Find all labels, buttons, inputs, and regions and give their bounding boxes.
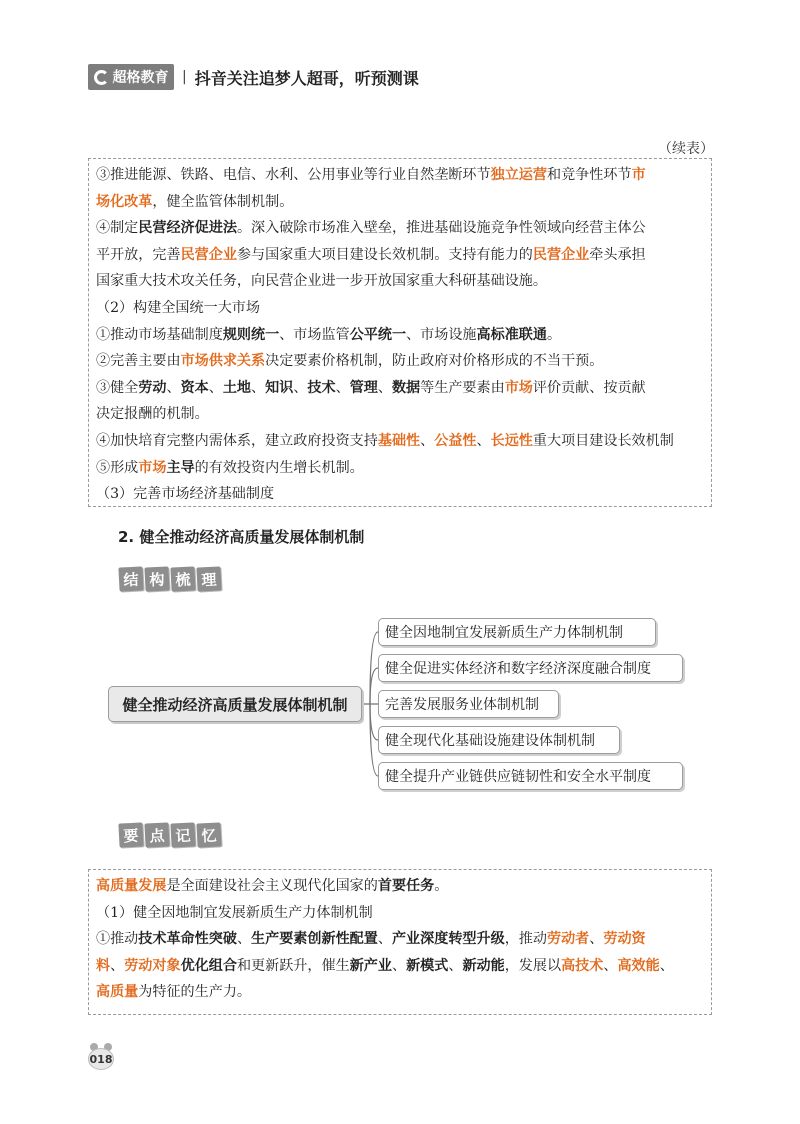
text-segment: 、 xyxy=(589,931,604,948)
brand-logo-icon xyxy=(94,70,109,85)
header-separator: | xyxy=(182,69,187,85)
page-header xyxy=(88,63,419,91)
text-segment: 决定要素价格机制，防止政府对价格形成的不当干预。 xyxy=(265,353,604,370)
bold-term: 土地 xyxy=(222,379,252,396)
text-line xyxy=(96,455,705,482)
section-title: 2. 健全推动经济高质量发展体制机制 xyxy=(118,528,365,546)
text-segment: 。 xyxy=(547,326,562,343)
continued-table-label: （续表） xyxy=(658,141,714,157)
text-line xyxy=(96,953,705,980)
mind-map-child: 健全促进实体经济和数字经济深度融合制度 xyxy=(378,654,683,682)
text-segment: 评价贡献、按贡献 xyxy=(532,379,646,396)
bold-term: 新产业 xyxy=(349,957,392,974)
text-segment: 。 xyxy=(434,878,449,894)
bold-term: 资本 xyxy=(180,379,209,396)
text-segment: ①推动 xyxy=(96,931,139,948)
tag-char: 结 xyxy=(118,566,143,591)
text-segment: ，推动 xyxy=(504,931,547,948)
text-line xyxy=(96,189,705,216)
text-segment: 决定报酬的机制。 xyxy=(96,406,209,423)
text-segment: （1）健全因地制宜发展新质生产力体制机制 xyxy=(96,904,373,921)
highlight-term: 高效能 xyxy=(617,957,660,974)
highlight-term: 劳动者 xyxy=(547,931,590,948)
text-segment: 牵头承担 xyxy=(589,246,646,263)
text-line xyxy=(96,268,705,295)
text-line xyxy=(96,295,705,322)
highlight-term: 料 xyxy=(96,957,111,974)
highlight-term: 场化改革 xyxy=(96,193,153,210)
text-segment: 、 xyxy=(208,379,223,396)
mind-map-child: 健全因地制宜发展新质生产力体制机制 xyxy=(378,618,656,646)
text-line xyxy=(96,348,705,375)
highlight-term: 高质量 xyxy=(96,984,139,1001)
highlight-term: 市 xyxy=(631,167,646,183)
text-segment: 、 xyxy=(391,957,407,974)
highlight-term: 高技术 xyxy=(561,957,604,974)
text-segment: 参与国家重大项目建设长效机制。支持有能力的 xyxy=(236,246,533,263)
highlight-term: 市场 xyxy=(504,379,533,396)
text-segment: ，发展以 xyxy=(504,957,562,974)
text-segment: 、市场设施 xyxy=(406,326,477,343)
text-segment: 重大项目建设长效机制 xyxy=(532,432,674,449)
text-segment: 、 xyxy=(293,379,308,396)
text-segment: 为特征的生产力。 xyxy=(138,984,252,1001)
text-segment: 、 xyxy=(110,957,125,974)
text-line xyxy=(96,215,705,242)
highlight-term: 独立运营 xyxy=(490,167,547,183)
text-segment: 、 xyxy=(603,957,618,974)
connector-line xyxy=(370,668,378,704)
text-segment: 、 xyxy=(420,432,435,449)
continued-table-box xyxy=(88,158,712,507)
tag-char: 理 xyxy=(196,566,221,591)
text-line xyxy=(96,873,705,900)
text-segment: ①推动市场基础制度 xyxy=(96,326,223,343)
text-segment: 国家重大技术攻关任务，向民营企业进一步开放国家重大科研基础设施。 xyxy=(96,273,547,290)
text-segment: 、 xyxy=(448,957,463,974)
tag-char: 记 xyxy=(170,822,195,847)
brand-logo xyxy=(88,64,174,90)
bold-term: 产业深度转型升级 xyxy=(391,931,505,948)
text-segment: ②完善主要由 xyxy=(96,353,181,370)
highlight-term: 高质量发展 xyxy=(96,878,167,894)
tag-char: 梳 xyxy=(170,566,195,591)
bold-term: 民营经济促进法 xyxy=(138,220,237,237)
text-line xyxy=(96,162,705,189)
text-segment: 、 xyxy=(377,931,392,948)
text-segment: 、 xyxy=(251,379,266,396)
key-points-content xyxy=(96,873,705,1006)
tag-char: 要 xyxy=(118,822,143,847)
mind-map-child: 完善发展服务业体制机制 xyxy=(378,690,559,718)
bold-term: 技术 xyxy=(307,379,336,396)
page-number: 018 xyxy=(89,1052,113,1066)
bold-term: 数据 xyxy=(391,379,421,396)
text-segment: ③推进能源、铁路、电信、水利、公用事业等行业自然垄断环节 xyxy=(96,167,491,183)
text-segment: 、 xyxy=(335,379,350,396)
text-segment: 、 xyxy=(377,379,392,396)
tag-char: 忆 xyxy=(196,822,221,847)
bold-term: 优化组合 xyxy=(180,957,237,974)
highlight-term: 基础性 xyxy=(377,432,421,449)
connector-line xyxy=(370,632,378,704)
text-segment: （3）完善市场经济基础制度 xyxy=(96,486,275,503)
text-segment: 、 xyxy=(236,931,252,948)
continued-table-content xyxy=(96,162,705,508)
text-line xyxy=(96,926,705,953)
bold-term: 规则统一 xyxy=(222,326,280,343)
highlight-term: 市场供求关系 xyxy=(180,353,266,370)
text-segment: 等生产要素由 xyxy=(420,379,505,396)
bold-term: 知识 xyxy=(265,379,294,396)
highlight-term: 长远性 xyxy=(490,432,533,449)
bold-term: 管理 xyxy=(349,379,378,396)
memory-tag xyxy=(119,823,221,847)
text-line xyxy=(96,242,705,269)
bold-term: 技术革命性突破 xyxy=(138,931,237,948)
text-segment: ③健全 xyxy=(96,379,139,396)
text-segment: ⑤形成 xyxy=(96,459,139,476)
mind-map-child: 健全提升产业链供应链韧性和安全水平制度 xyxy=(378,762,683,790)
text-segment: 的有效投资内生增长机制。 xyxy=(194,459,364,476)
bold-term: 劳动 xyxy=(138,379,167,396)
tag-char: 点 xyxy=(144,822,169,847)
connector-line xyxy=(370,704,378,740)
text-segment: 、市场监管 xyxy=(279,326,350,343)
structure-tag xyxy=(119,567,221,591)
text-segment: ，健全监管体制机制。 xyxy=(152,193,294,210)
text-line xyxy=(96,401,705,428)
bold-term: 公平统一 xyxy=(349,326,407,343)
bold-term: 新动能 xyxy=(462,957,505,974)
brand-logo-text: 超格教育 xyxy=(112,70,169,86)
highlight-term: 民营企业 xyxy=(180,246,237,263)
bold-term: 首要任务 xyxy=(377,878,435,894)
key-points-box xyxy=(88,869,712,1015)
text-segment: 。深入破除市场准入壁垒，推进基础设施竞争性领域向经营主体公 xyxy=(236,220,646,237)
text-segment: 和更新跃升，催生 xyxy=(236,957,350,974)
highlight-term: 公益性 xyxy=(434,432,477,449)
text-line xyxy=(96,375,705,402)
text-segment: ④加快培育完整内需体系，建立政府投资支持 xyxy=(96,432,378,449)
text-line xyxy=(96,979,705,1006)
text-line xyxy=(96,481,705,508)
bold-term: 新模式 xyxy=(406,957,449,974)
text-segment: 平开放，完善 xyxy=(96,246,181,263)
text-segment: 和竞争性环节 xyxy=(547,167,632,183)
mind-map-child: 健全现代化基础设施建设体制机制 xyxy=(378,726,620,754)
highlight-term: 民营企业 xyxy=(532,246,590,263)
highlight-term: 劳动对象 xyxy=(124,957,181,974)
page-number-badge xyxy=(88,1046,114,1072)
text-line xyxy=(96,900,705,927)
text-segment: 、 xyxy=(166,379,181,396)
highlight-term: 劳动资 xyxy=(603,931,646,948)
text-segment: 、 xyxy=(659,957,674,974)
bold-term: 高标准联通 xyxy=(476,326,547,343)
header-text: 抖音关注追梦人超哥，听预测课 xyxy=(194,68,419,88)
connector-line xyxy=(370,704,378,776)
highlight-term: 市场 xyxy=(138,459,167,476)
bold-term: 生产要素创新性配置 xyxy=(251,931,378,948)
text-segment: （2）构建全国统一大市场 xyxy=(96,299,260,316)
text-segment: 是全面建设社会主义现代化国家的 xyxy=(166,878,378,894)
text-segment: ④制定 xyxy=(96,220,139,237)
text-line xyxy=(96,428,705,455)
text-segment: 、 xyxy=(476,432,491,449)
bold-term: 主导 xyxy=(166,459,195,476)
text-line xyxy=(96,322,705,349)
tag-char: 构 xyxy=(144,566,169,591)
mind-map-root: 健全推动经济高质量发展体制机制 xyxy=(108,686,362,722)
